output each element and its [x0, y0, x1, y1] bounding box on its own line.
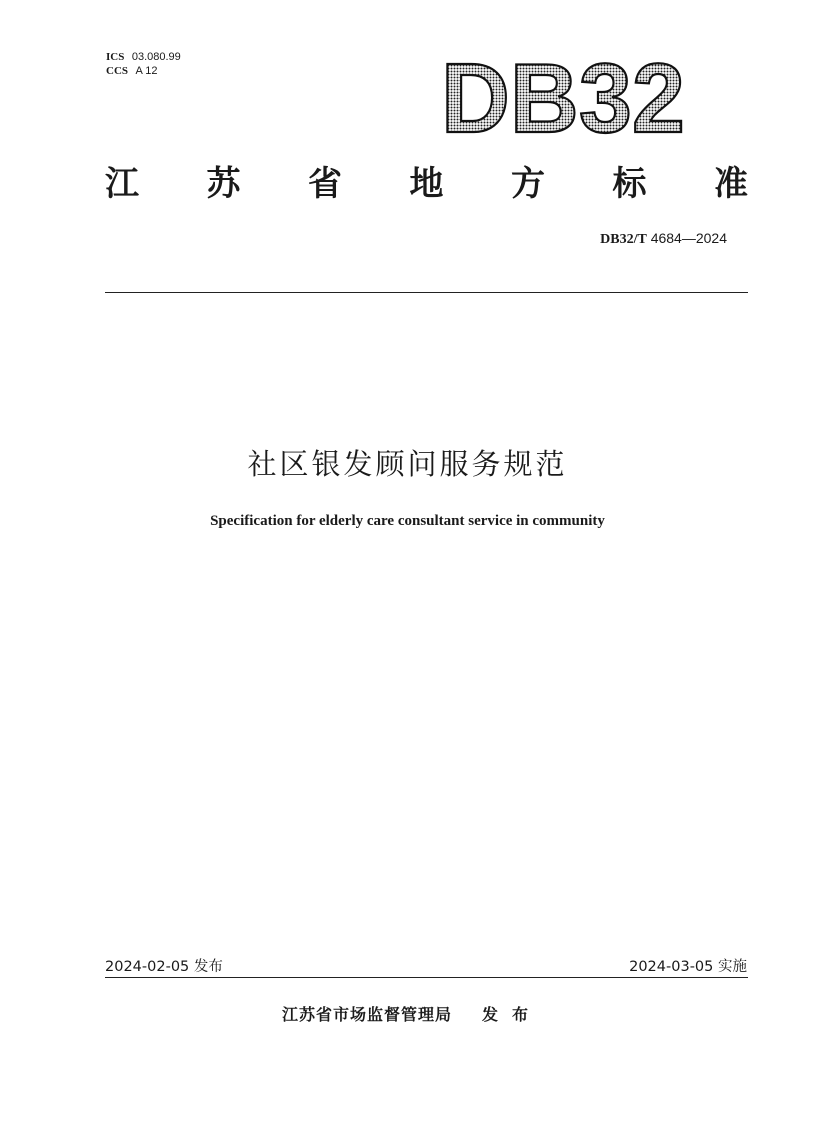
- ics-code: [106, 50, 181, 64]
- top-divider: [105, 292, 748, 293]
- logo-text: DB32: [441, 52, 685, 142]
- ccs-label: CCS: [106, 65, 129, 77]
- ics-value: 03.080.99: [131, 51, 181, 63]
- province-heading-char: 苏: [206, 164, 241, 204]
- issuer-name: 江苏省市场监督管理局: [282, 1005, 453, 1024]
- implementation-date: 2024-03-05 实施: [629, 959, 747, 975]
- province-heading-char: 标: [612, 164, 647, 204]
- province-heading-char: 江: [105, 164, 139, 204]
- province-heading-char: 方: [511, 164, 545, 204]
- ics-label: ICS: [106, 51, 125, 63]
- province-heading-char: 省: [308, 164, 342, 204]
- province-heading-char: 准: [714, 164, 748, 204]
- db32-logo: [438, 52, 688, 142]
- issue-date: 2024-02-05 发布: [105, 959, 223, 975]
- province-heading-char: 地: [409, 164, 444, 204]
- standard-number-value: 4684—2024: [646, 230, 727, 246]
- ccs-value: A 12: [135, 65, 158, 77]
- issuer-action: 发布: [482, 1005, 543, 1024]
- standard-number: [600, 230, 727, 248]
- standard-number-prefix: DB32/T: [600, 232, 647, 247]
- document-title-en: Specification for elderly care consultant service in community: [210, 513, 605, 529]
- bottom-divider: [105, 977, 748, 978]
- ccs-code: [106, 64, 181, 78]
- classification-codes: [106, 50, 181, 78]
- document-title-cn: 社区银发顾问服务规范: [247, 447, 568, 481]
- issuing-authority: [282, 1002, 542, 1025]
- province-standard-heading: [105, 160, 748, 210]
